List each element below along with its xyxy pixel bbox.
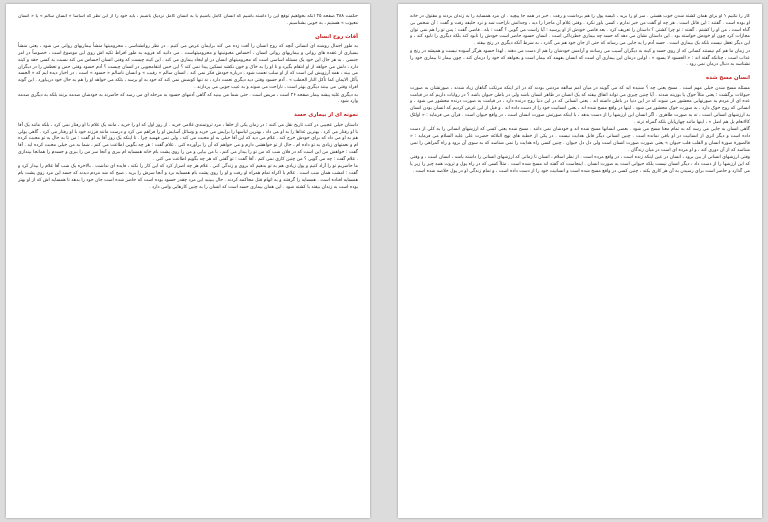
section-heading-envy-example: نمونه ای از بیماری حسد	[294, 112, 358, 118]
body-paragraph: به دیگری غلبه پیشه بیمار صفحه ۲۶ است ، مریض است . حتی شما می بینید که گاهی آدمهای حسود به مرحله ای می رسد که حاضرند به خودشان صدمه بزنند بلکه به دیگری صدمه وارد شود .	[18, 92, 358, 105]
right-intro-paragraph: در زمان ما هم کم نیستند کسانی که از روی حسد و کینه به دیگران آسیب می رسانند و آرامش خودشان را هم از دست می دهند . لهذا حسود هرگز آسوده نیست و همیشه در رنج و عذاب است ، چنانکه گفته اند : « الحسود لا یسود » . اولین درمان این بیماری آن است که انسان بفهمد که بیمار است و بخواهد که خود را درمان کند ، چون بیمار تا بیماری خود را نشناسد به دنبال درمان نمی رود .	[410, 48, 750, 68]
left-page	[6, 4, 370, 518]
body-paragraph: داستان خیلی عجیبی در کتب تاریخ نقل می کنند : در زمان یکی از خلفا ، مرد ثروتمندی غلامی خرید . از روز اول که او را خرید ، مانند یک غلام با او رفتار نمی کرد ، بلکه مانند یک آقا با او رفتار می کرد . بهترین غذاها را به او می داد ، بهترین لباسها را برایش می خرید و وسائل آسایش او را فراهم می کرد و درست مانند فرزند خود با او رفتار می کرد . گاهی پولی هم به او می داد که برای خودش خرج کند . غلام می دید که این آقا خیلی به او محبت می کند ، ولی نمی فهمید چرا . تا اینکه یک روز آقا به او گفت : من تا به حال به تو محبت کرده ام و نعمتهای زیادی به تو داده ام ، حال از تو خواهشی دارم و می خواهم که آن را برآورده کنی . غلام گفت : هر چه بگویی اطاعت می کنم ، شما به من خیلی محبت کرده اید . آقا گفت : خواهش من این است که در فلان شب که من تو را بیدار می کنم ، با من بیایی و من را روی پشت بام خانه همسایه ام ببری و آنجا سر من را ببری و جسدم را همانجا بیندازی . غلام گفت : چه می گویی ؟ من چنین کاری نمی کنم . آقا گفت : تو گفتی که هر چه بگویم اطاعت می کنی .	[18, 122, 358, 162]
body-paragraph: وقتی ارزشهای انسانی از بین برود ، انسان در عین اینکه زنده است ، در واقع مرده است . از نظر اسلام ، انسان تا زمانی که ارزشهای انسانی را داشته باشد ، انسان است ، و وقتی که این ارزشها را از دست داد ، دیگر انسان نیست بلکه حیوانی است به صورت انسان . اینجاست که گفته اند مسخ شده است . مثلاً کسی که در راه پول و ثروت همه چیز را زیر پا می گذارد و حاضر است برای رسیدن به آن هر کاری بکند ، چنین کسی در واقع مسخ شده است و انسانیت خود را از دست داده است ، و تمام زندگی او در پول خلاصه شده است .	[410, 155, 750, 174]
body-paragraph: به طور اجمال روشنه ای انسانی آنچه که روح انسان را آفت زده می کند برایمان عرض می کنیم . در نظر روانشناسی ، محرومیتها منشأ بیماریهای روانی می شود ، یعنی منشأ بسیاری از عقده های روانی و بیماریهای روانی انسان ، احساس مغبونیتها و محرومیتهاست . می دانید که فروید به طور افراط تکیه اش روی این موضوع است ، خصوصاً در امر جنسی . به هر حال این خود یک مسئله اساسی است که محرومیتهای انسان در او ایجاد بیماری می کند . این کینه چیست که وقتی انسان احساس می کند نسبت به کسی حقد و کینه دارد ، دلش می خواهد از او انتقام بگیرد و تا او را به خاک و خون نکشد تسکین پیدا نمی کند ؟ این حس انتقامجویی در انسان چیست ؟ آدم حسود وقتی حس و تعطش را در دیگران می بیند ، همه آرزویش این است که از او سلب نعمت شود ، درباره خودش فکر نمی کند . انسان سالم « رقیب » و انسان ناسالم « حسود » است . در اخبار دیده ایم که « الحسد یأکل الایمان کما تأکل النار الحطب » . آدم حسود وقتی دید دیگری نعمت دارد ، نه تنها کوشش نمی کند که خود به او برسد ، بلکه می خواهد او را هم به حال خود دربیاورد . این گونه افراد وقتی می بینند دیگری بهتر است ، ناراحت می شوند و به عیب جویی می پردازند .	[18, 44, 358, 90]
right-page	[398, 4, 762, 518]
right-intro-paragraph: کار را نکنیم ؟ او برای همان کشته شدن خوب هستی . سر او را برید ، کیسه پول را هم برداشت و رفت . خبر در همه جا پیچید . آن مرد همسایه را به زندان بردند و مقتول در خانه او بوده است . گفتند : این قاتل است . هر چه او گفت من خبر ندارم ، کسی باور نکرد . وقتی غلام آن ماجرا را دید ، وجدانش ناراحت شد و نزد خلیفه رفت و گفت : آن شخص بی گناه است ، من او را کشتم . گفتند : تو چرا کشتی ؟ داستان را تعریف کرد . بعد قاضی خودش از او پرسید : آیا راست می گویی ؟ گفت : بله . قاضی گفت : پس تو را هم نمی توان مجازات کرد چون او خودش خواسته بود . این داستان نشان می دهد که حسد چه بیماری خطرناکی است . انسان حسود حاضر است خودش را نابود کند بلکه دیگری را نابود کند ، و این دیگر تعقل نیست بلکه یک بیماری است . حسد آدم را به جایی می رساند که حتی از جان خود هم می گذرد ، به شرط آنکه دیگری در رنج بیفتد .	[410, 14, 750, 46]
body-paragraph: مسئله مسخ شدن خیلی مهم است . مسخ یعنی چه ؟ شنیده اید که می گویند در میان امم سالفه مردمی بودند که در اثر اینکه مرتکب گناهان زیاد شدند ، صورتشان به صورت حیوانات برگشت ؛ یعنی مثلاً خوک یا بوزینه شدند . آیا چنین چیزی می تواند اتفاق بیفتد که یک انسان در ظاهر انسان باشد ولی در باطن حیوان باشد ؟ در روایات داریم که در قیامت عده ای از مردم به صورتهایی محشور می شوند که در این دنیا در باطن داشته اند . یعنی انسانی که در این دنیا روح درنده دارد ، در قیامت به صورت درنده محشور می شود ، و انسانی که روح خوک دارد ، به صورت خوک محشور می شود . اینها در واقع مسخ شده اند ، یعنی انسانیت خود را از دست داده اند . و قبل از این عرض کردیم که انسان بودن انسان به ارزشهای انسانی است ، نه به صورت ظاهری . اگر انسان این ارزشها را از دست بدهد ، با اینکه صورتش صورت انسان است ، در واقع حیوان است . قرآن می فرماید : « اولئک کالانعام بل هم اضل » ، اینها مانند چهارپایان بلکه گمراه ترند .	[410, 85, 750, 125]
left-page-content	[18, 14, 358, 510]
section-heading-soul-afflictions: آفات روح انسان	[315, 33, 358, 40]
left-intro-paragraph: حکمت ۳۸۸ صفحه ۲۵ آنکه بخواهیم توقع این را داشته باشیم که انسان کامل باشیم یا به انسان کامل نزدیک باشیم ، باید خود را از این نظر که اساساً « انسان سالم » یا « انسان معیوب » هستیم ، به خوبی بشناسیم .	[18, 14, 358, 26]
right-page-content	[410, 14, 750, 510]
body-paragraph: ما حاضریم تو را آزاد کنیم و پول زیادی هم به تو بدهیم که بروی و زندگی کنی . غلام هر چه اصرار کرد که این کار را نکند ، فایده ای نداشت . بالاخره یک شب آقا غلام را بیدار کرد و گفت : امشب همان شب است . غلام با اکراه تمام همراه او رفت و او را روی پشت بام همسایه برد و آنجا سرش را برید . صبح که شد مردم دیدند که جسد این مرد روی پشت بام همسایه افتاده است . همسایه را گرفتند و به اتهام قتل محاکمه کردند . حال ببینید این مرد چقدر حسود بوده است که حاضر شده است جان خود را بدهد تا همسایه اش که از او بهتر بوده است به زندان بیفتد یا کشته شود . این همان بیماری حسد است که انسان را به چنین کارهایی وامی دارد .	[18, 164, 358, 190]
body-paragraph: گاهی انسان به جایی می رسد که به تمام معنا مسخ می شود . بعضی انسانها مسخ شده اند و خودشان نمی دانند . مسخ شده یعنی کسی که ارزشهای انسانی را به کلی از دست داده است و دیگر اثری از انسانیت در او باقی نمانده است . چنین انسانی دیگر قابل هدایت نیست . در یکی از خطبه های نهج البلاغه حضرت علی علیه السلام می فرماید : « فالصورة صورة انسان و القلب قلب حیوان » یعنی صورت صورت انسان است ولی دل دل حیوان . چنین کسی راه هدایت را نمی شناسد که به سوی آن برود و راه گمراهی را نمی شناسد که از آن دوری کند ، و او مرده ای است در میان زندگان .	[410, 127, 750, 153]
section-heading-transformed-human: انسان مسخ شده	[705, 75, 750, 81]
